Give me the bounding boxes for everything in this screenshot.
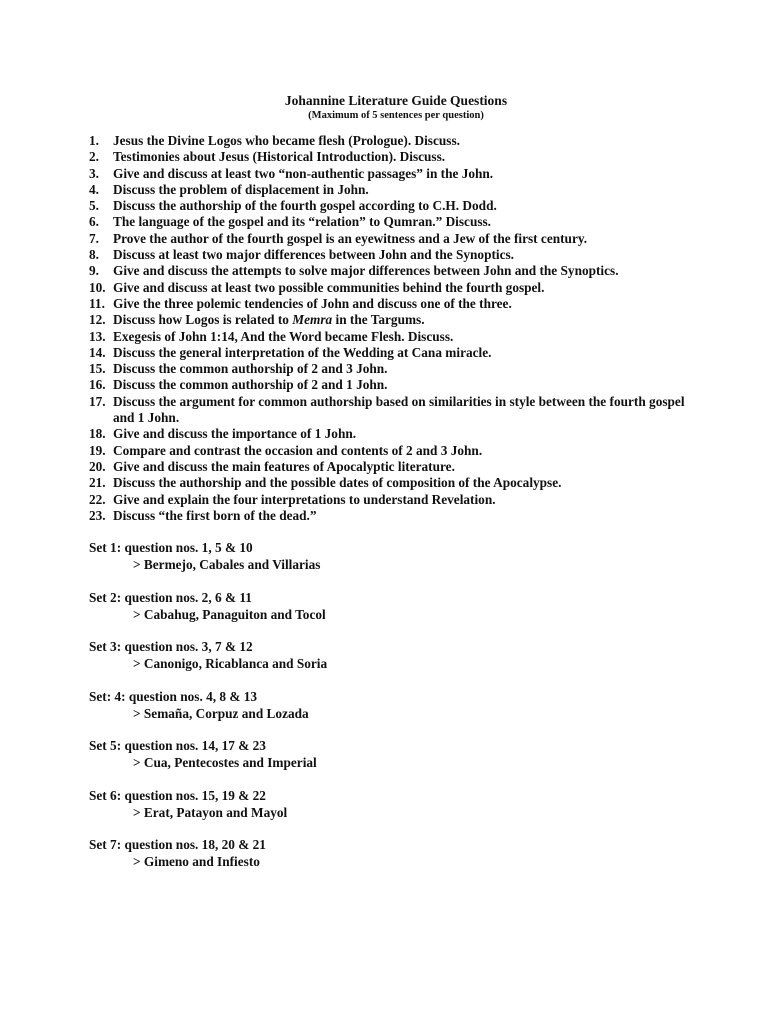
question-number: 5. xyxy=(89,198,99,214)
question-text: Discuss the authorship and the possible dates of composition of the Apocalypse. xyxy=(113,475,562,491)
question-text: Discuss the problem of displacement in John. xyxy=(113,181,369,197)
question-number: 22. xyxy=(89,491,106,507)
question-item xyxy=(89,426,689,442)
question-number: 14. xyxy=(89,344,106,360)
question-number: 6. xyxy=(89,214,99,230)
question-number: 8. xyxy=(89,247,99,263)
question-number: 20. xyxy=(89,458,106,474)
question-text: Compare and contrast the occasion and contents of 2 and 3 John. xyxy=(113,442,483,458)
question-list xyxy=(89,133,689,524)
question-text: Give and discuss the main features of Apocalyptic literature. xyxy=(113,458,455,474)
question-number: 16. xyxy=(89,377,106,393)
question-number: 2. xyxy=(89,149,99,165)
question-text-emphasis: Memra xyxy=(292,312,333,328)
set-block xyxy=(89,688,689,722)
question-number: 3. xyxy=(89,165,99,181)
set-block xyxy=(89,836,689,870)
question-text: Discuss the common authorship of 2 and 3 John. xyxy=(113,361,388,377)
question-number: 10. xyxy=(89,279,106,295)
set-members: > Bermejo, Cabales and Villarias xyxy=(133,557,321,573)
question-text: The language of the gospel and its “relation” to Qumran.” Discuss. xyxy=(113,214,492,230)
question-number: 11. xyxy=(89,295,105,311)
question-number: 23. xyxy=(89,507,106,523)
question-item xyxy=(89,214,689,230)
question-number: 15. xyxy=(89,361,106,377)
question-item xyxy=(89,133,689,149)
question-item xyxy=(89,475,689,491)
question-text: Discuss the general interpretation of the Wedding at Cana miracle. xyxy=(113,344,492,360)
question-text-before: Discuss how Logos is related to xyxy=(113,312,293,328)
question-text-after: in the Targums. xyxy=(332,312,425,328)
question-item xyxy=(89,394,689,427)
question-text: Exegesis of John 1:14, And the Word became Flesh. Discuss. xyxy=(113,328,454,344)
set-members: > Semaña, Corpuz and Lozada xyxy=(133,705,309,721)
question-item xyxy=(89,263,689,279)
set-label: Set: 4: question nos. 4, 8 & 13 xyxy=(89,688,258,704)
question-text: Give and discuss at least two “non-authentic passages” in the John. xyxy=(113,165,494,181)
set-label: Set 5: question nos. 14, 17 & 23 xyxy=(89,738,266,754)
set-label: Set 6: question nos. 15, 19 & 22 xyxy=(89,787,266,803)
question-item xyxy=(89,345,689,361)
set-members: > Cabahug, Panaguiton and Tocol xyxy=(133,606,326,622)
set-block xyxy=(89,787,689,821)
set-block xyxy=(89,589,689,623)
question-text xyxy=(113,312,689,328)
question-number: 1. xyxy=(89,133,99,148)
question-number: 9. xyxy=(89,263,99,279)
question-text: Discuss at least two major differences between John and the Synoptics. xyxy=(113,247,514,263)
question-item xyxy=(89,149,689,165)
question-text: Discuss “the first born of the dead.” xyxy=(113,507,317,523)
question-item xyxy=(89,198,689,214)
question-text: Give the three polemic tendencies of John and discuss one of the three. xyxy=(113,295,512,311)
question-item xyxy=(89,508,689,524)
question-item xyxy=(89,329,689,345)
set-block xyxy=(89,638,689,672)
question-text: Give and discuss at least two possible communities behind the fourth gospel. xyxy=(113,279,545,295)
question-number: 12. xyxy=(89,312,106,328)
question-text: Give and explain the four interpretations to understand Revelation. xyxy=(113,491,496,507)
set-members: > Canonigo, Ricablanca and Soria xyxy=(133,656,328,672)
question-text: Give and discuss the attempts to solve major differences between John and the Synoptics. xyxy=(113,263,619,279)
question-text: Give and discuss the importance of 1 John. xyxy=(113,426,357,442)
set-label: Set 2: question nos. 2, 6 & 11 xyxy=(89,589,252,605)
question-item xyxy=(89,492,689,508)
question-item xyxy=(89,361,689,377)
question-text: Testimonies about Jesus (Historical Introduction). Discuss. xyxy=(113,149,446,165)
question-number: 7. xyxy=(89,230,99,246)
question-number: 19. xyxy=(89,442,106,458)
set-members: > Cua, Pentecostes and Imperial xyxy=(133,755,317,771)
set-members: > Erat, Patayon and Mayol xyxy=(133,804,288,820)
question-item xyxy=(89,182,689,198)
question-item xyxy=(89,443,689,459)
question-item xyxy=(89,377,689,393)
group-assignments xyxy=(89,539,689,870)
set-label: Set 1: question nos. 1, 5 & 10 xyxy=(89,540,253,556)
set-block xyxy=(89,539,689,573)
question-item xyxy=(89,296,689,312)
question-text: Discuss the authorship of the fourth gospel according to C.H. Dodd. xyxy=(113,198,497,214)
question-item xyxy=(89,312,689,328)
question-item xyxy=(89,459,689,475)
question-item xyxy=(89,247,689,263)
question-number: 4. xyxy=(89,181,99,197)
set-block xyxy=(89,737,689,771)
question-item xyxy=(89,280,689,296)
document-title: Johannine Literature Guide Questions xyxy=(284,93,508,108)
document-subtitle: (Maximum of 5 sentences per question) xyxy=(308,110,484,121)
question-number: 13. xyxy=(89,328,106,344)
set-label: Set 3: question nos. 3, 7 & 12 xyxy=(89,639,253,655)
question-text: Jesus the Divine Logos who became flesh (Prologue). Discuss. xyxy=(113,133,460,148)
question-text: Discuss the common authorship of 2 and 1 John. xyxy=(113,377,388,393)
question-item xyxy=(89,231,689,247)
document-page xyxy=(89,92,689,886)
set-label: Set 7: question nos. 18, 20 & 21 xyxy=(89,837,266,853)
set-members: > Gimeno and Infiesto xyxy=(133,854,260,870)
question-number: 21. xyxy=(89,475,106,491)
question-text: Discuss the argument for common authorship based on similarities in style between the fourth gospel and 1 John. xyxy=(113,393,685,426)
question-item xyxy=(89,166,689,182)
question-number: 18. xyxy=(89,426,106,442)
question-number: 17. xyxy=(89,393,106,409)
question-text: Prove the author of the fourth gospel is an eyewitness and a Jew of the first century. xyxy=(113,230,588,246)
